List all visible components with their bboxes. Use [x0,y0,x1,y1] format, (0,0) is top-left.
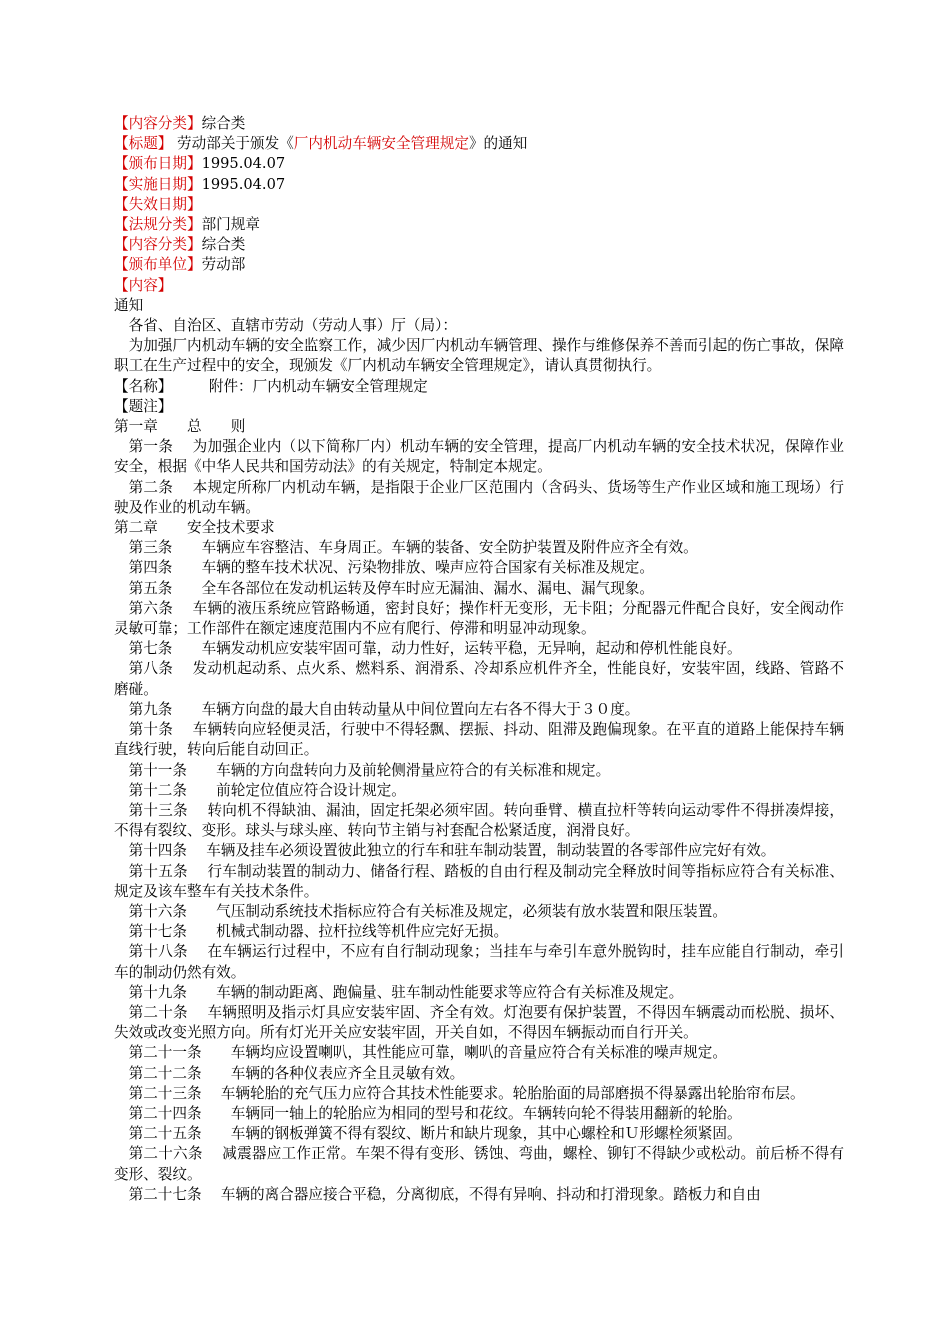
chapter-heading: 第一章 总 则 [114,418,246,436]
article: 第七条 车辆发动机应安装牢固可靠，动力性好，运转平稳，无异响，起动和停机性能良好。 [128,640,742,658]
article: 第二十四条 车辆同一轴上的轮胎应为相同的型号和花纹。车辆转向轮不得装用翻新的轮胎。 [128,1104,742,1122]
article: 第十条 车辆转向应轻便灵活，行驶中不得轻飘、摆振、抖动、阻滞及跑偏现象。在平直的道路上能保持车辆直线行驶，转向后能自动回正。 [114,721,844,759]
article: 第十八条 在车辆运行过程中，不应有自行制动现象；当挂车与牵引车意外脱钩时，挂车应能自行制动，牵引车的制动仍然有效。 [114,943,844,981]
meta-issuer: 【颁布单位】劳动部 [114,256,246,274]
article: 第十九条 车辆的制动距离、跑偏量、驻车制动性能要求等应符合有关标准及规定。 [128,983,684,1001]
article: 第十五条 行车制动装置的制动力、储备行程、踏板的自由行程及制动完全释放时间等指标应符合有关标准、规定及该车整车有关技术条件。 [114,862,844,900]
article: 第四条 车辆的整车技术状况、污染物排放、噪声应符合国家有关标准及规定。 [128,559,654,577]
meta-content: 【内容】 [114,276,173,294]
article: 第十四条 车辆及挂车必须设置彼此独立的行车和驻车制动装置，制动装置的各零部件应完好有效。 [128,842,776,860]
intro-paragraph: 为加强厂内机动车辆的安全监察工作，减少因厂内机动车辆管理、操作与维修保养不善而引起的伤亡事故，保障职工在生产过程中的安全，现颁发《厂内机动车辆安全管理规定》，请认真贯彻执行。 [114,337,844,375]
article: 第二十条 车辆照明及指示灯具应安装牢固、齐全有效。灯泡要有保护装置，不得因车辆震动而松脱、损坏、失效或改变光照方向。所有灯光开关应安装牢固，开关自如，不得因车辆振动而自行开关。 [114,1003,844,1042]
article: 第二条 本规定所称厂内机动车辆，是指限于企业厂区范围内（含码头、货场等生产作业区域和施工现场）行驶及作业的机动车辆。 [114,478,844,516]
meta-title: 【标题】 劳动部关于颁发《厂内机动车辆安全管理规定》的通知 [114,135,528,153]
meta-content-category-2: 【内容分类】综合类 [114,236,246,254]
article: 第十三条 转向机不得缺油、漏油，固定托架必须牢固。转向垂臂、横直拉杆等转向运动零件不得拼凑焊接，不得有裂纹、变形。球头与球头座、转向节主销与衬套配合松紧适度，润滑良好。 [114,801,844,840]
article: 第十二条 前轮定位值应符合设计规定。 [128,781,406,799]
meta-expire-date: 【失效日期】 [114,195,202,213]
meta-law-category: 【法规分类】部门规章 [114,216,260,234]
article: 第十六条 气压制动系统技术指标应符合有关标准及规定，必须装有放水装置和限压装置。 [128,902,727,920]
article: 第二十七条 车辆的离合器应接合平稳，分离彻底，不得有异响、抖动和打滑现象。踏板力和自由 [128,1185,761,1203]
document-body [114,114,844,1205]
note-line: 【题注】 [114,397,173,415]
addressee: 各省、自治区、直辖市劳动（劳动人事）厅（局）： [128,317,457,335]
article: 第二十六条 减震器应工作正常。车架不得有变形、锈蚀、弯曲，螺栓、铆钉不得缺少或松动。前后桥不得有变形、裂纹。 [114,1145,844,1183]
article: 第二十三条 车辆轮胎的充气压力应符合其技术性能要求。轮胎胎面的局部磨损不得暴露出轮胎帘布层。 [128,1084,805,1102]
chapter-heading: 第二章 安全技术要求 [114,519,275,537]
article: 第十七条 机械式制动器、拉杆拉线等机件应完好无损。 [128,923,509,941]
article: 第二十五条 车辆的钢板弹簧不得有裂纹、断片和缺片现象，其中心螺栓和Ｕ形螺栓须紧固。 [128,1125,742,1143]
meta-effective-date: 【实施日期】1995.04.07 [114,175,286,193]
article: 第五条 全车各部位在发动机运转及停车时应无漏油、漏水、漏电、漏气现象。 [128,579,654,597]
article: 第九条 车辆方向盘的最大自由转动量从中间位置向左右各不得大于３０度。 [128,700,640,718]
meta-issue-date: 【颁布日期】1995.04.07 [114,155,286,173]
regulation-title-link[interactable]: 厂内机动车辆安全管理规定 [293,135,469,153]
notice-heading: 通知 [114,296,144,314]
article: 第二十一条 车辆均应设置喇叭，其性能应可靠，喇叭的音量应符合有关标准的噪声规定。 [128,1044,727,1062]
article: 第三条 车辆应车容整洁、车身周正。车辆的装备、安全防护装置及附件应齐全有效。 [128,539,698,557]
article: 第六条 车辆的液压系统应管路畅通，密封良好；操作杆无变形，无卡阻；分配器元件配合良好，安全阀动作灵敏可靠；工作部件在额定速度范围内不应有爬行、停滞和明显冲动现象。 [114,599,844,638]
article: 第二十二条 车辆的各种仪表应齐全且灵敏有效。 [128,1064,465,1082]
meta-content-category: 【内容分类】综合类 [114,115,246,132]
article: 第八条 发动机起动系、点火系、燃料系、润滑系、冷却系应机件齐全，性能良好，安装牢固，线路、管路不磨碰。 [114,660,844,698]
name-line: 【名称】 附件：厂内机动车辆安全管理规定 [114,377,428,395]
article: 第十一条 车辆的方向盘转向力及前轮侧滑量应符合的有关标准和规定。 [128,761,611,779]
article: 第一条 为加强企业内（以下简称厂内）机动车辆的安全管理，提高厂内机动车辆的安全技术状况，保障作业安全，根据《中华人民共和国劳动法》的有关规定，特制定本规定。 [114,438,844,476]
